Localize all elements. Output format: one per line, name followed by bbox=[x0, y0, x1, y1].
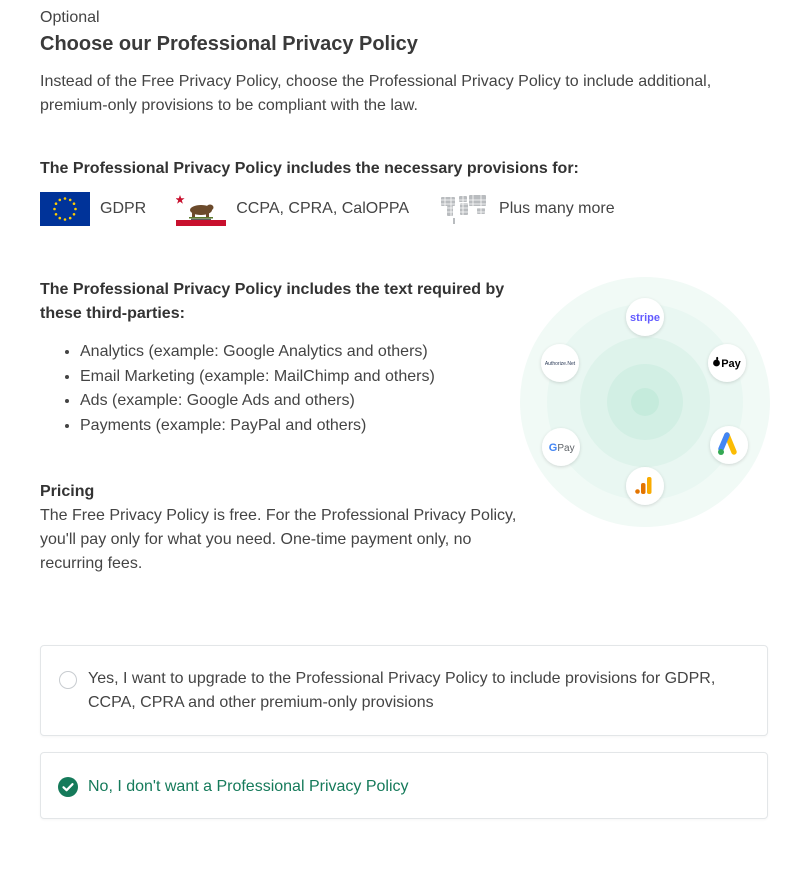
authorize-net-logo-icon bbox=[541, 344, 579, 382]
list-item: • Email Marketing (example: MailChimp and others) bbox=[80, 365, 435, 390]
google-analytics-logo-icon bbox=[626, 467, 664, 505]
google-ads-logo-icon bbox=[710, 426, 748, 464]
pricing-text: The Free Privacy Policy is free. For the Professional Privacy Policy, you'll pay only for what you need. One-time payment only, no recurring fees. bbox=[40, 507, 517, 572]
list-item: • Ads (example: Google Ads and others) bbox=[80, 389, 435, 414]
radio-unchecked-icon[interactable] bbox=[59, 671, 77, 689]
third-party-logos-diagram bbox=[519, 277, 771, 529]
list-item: • Payments (example: PayPal and others) bbox=[80, 414, 435, 439]
badge-more-label: Plus many more bbox=[499, 200, 615, 217]
optional-label: Optional bbox=[40, 9, 100, 26]
list-item: • Analytics (example: Google Analytics and others) bbox=[80, 340, 435, 365]
google-pay-logo-text: Pay bbox=[557, 443, 575, 454]
stripe-logo-icon bbox=[626, 298, 664, 336]
google-pay-logo-icon bbox=[542, 428, 580, 466]
provisions-badges bbox=[40, 192, 645, 226]
intro-text: Instead of the Free Privacy Policy, choose the Professional Privacy Policy to include additional, premium-only provisions to be compliant with the law. bbox=[40, 73, 712, 114]
apple-pay-logo-icon bbox=[708, 344, 746, 382]
checkmark-circle-icon[interactable] bbox=[58, 777, 78, 797]
third-parties-heading: The Professional Privacy Policy includes the text required by these third-parties: bbox=[40, 281, 505, 322]
badge-gdpr-label: GDPR bbox=[100, 200, 147, 217]
pricing-heading: Pricing bbox=[40, 483, 95, 500]
upgrade-yes-label[interactable]: Yes, I want to upgrade to the Professional Privacy Policy to include provisions for GDPR, CCPA, CPRA and other premium-only provisions bbox=[88, 670, 716, 711]
eu-flag-icon bbox=[40, 192, 90, 226]
page-title: Choose our Professional Privacy Policy bbox=[40, 33, 418, 55]
provisions-heading: The Professional Privacy Policy includes the necessary provisions for: bbox=[40, 160, 579, 177]
upgrade-no-option[interactable] bbox=[40, 752, 768, 819]
stripe-logo-text: stripe bbox=[630, 312, 660, 324]
badge-gdpr bbox=[40, 192, 146, 226]
badge-more bbox=[439, 192, 615, 226]
upgrade-no-label[interactable]: No, I don't want a Professional Privacy Policy bbox=[88, 778, 409, 795]
badge-ccpa-label: CCPA, CPRA, CalOPPA bbox=[236, 200, 410, 217]
california-flag-icon bbox=[176, 192, 226, 226]
apple-pay-logo-text: Pay bbox=[721, 358, 741, 370]
badge-ccpa bbox=[176, 192, 409, 226]
authorize-logo-text: Authorize.Net bbox=[544, 361, 576, 367]
world-map-icon bbox=[439, 192, 489, 226]
third-parties-list bbox=[40, 340, 435, 438]
upgrade-yes-option[interactable] bbox=[40, 645, 768, 736]
svg-text:G: G bbox=[548, 442, 558, 454]
